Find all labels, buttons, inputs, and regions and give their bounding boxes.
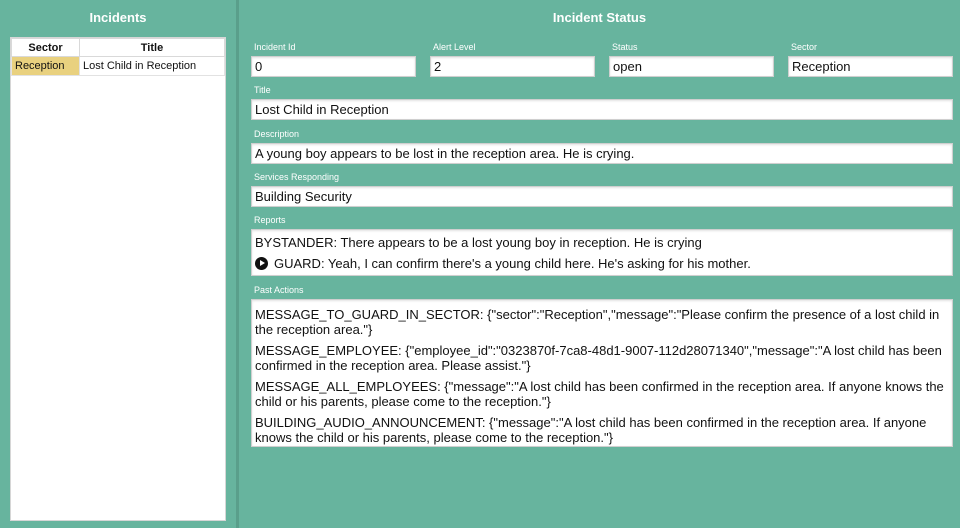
- past-actions-box[interactable]: [251, 299, 953, 447]
- past-action-item: MESSAGE_ALL_EMPLOYEES: {"message":"A lost child has been confirmed in the reception area. If anyone knows the child or his parents, please come to the reception."}: [255, 379, 944, 409]
- services-label: Services Responding: [254, 172, 340, 182]
- report-item: [255, 253, 949, 274]
- sector-label: Sector: [791, 42, 818, 52]
- report-text: BYSTANDER: There appears to be a lost young boy in reception. He is crying: [255, 235, 702, 250]
- play-icon[interactable]: [255, 257, 268, 270]
- incidents-list: [10, 37, 226, 521]
- status-label: Status: [612, 42, 638, 52]
- title-field[interactable]: Lost Child in Reception: [251, 99, 953, 120]
- incidents-panel: [0, 0, 236, 528]
- report-item: [255, 232, 949, 253]
- past-action-item: BUILDING_AUDIO_ANNOUNCEMENT: {"message":"A lost child has been confirmed in the reception area. If anyone knows the child or his parents, please come to the reception."}: [255, 415, 927, 445]
- alert-level-label: Alert Level: [433, 42, 476, 52]
- description-field[interactable]: A young boy appears to be lost in the reception area. He is crying.: [251, 143, 953, 164]
- past-action-item: MESSAGE_EMPLOYEE: {"employee_id":"0323870f-7ca8-48d1-9007-112d28071340","message":"A lost child has been confirmed in the reception area. Please assist."}: [255, 343, 942, 373]
- row-sector-cell[interactable]: Reception: [12, 57, 80, 76]
- incident-id-field[interactable]: 0: [251, 56, 416, 77]
- reports-label: Reports: [254, 215, 286, 225]
- reports-box[interactable]: [251, 229, 953, 276]
- sector-field[interactable]: Reception: [788, 56, 953, 77]
- column-header-title[interactable]: Title: [80, 39, 225, 57]
- status-field[interactable]: open: [609, 56, 774, 77]
- incidents-table: [11, 38, 225, 76]
- past-actions-label: Past Actions: [254, 285, 304, 295]
- incidents-title: Incidents: [89, 10, 147, 25]
- table-row[interactable]: [12, 57, 225, 76]
- description-label: Description: [254, 129, 300, 139]
- title-label: Title: [254, 85, 271, 95]
- row-title-cell[interactable]: Lost Child in Reception: [80, 57, 225, 76]
- incident-status-title: Incident Status: [552, 10, 647, 25]
- report-text: GUARD: Yeah, I can confirm there's a young child here. He's asking for his mother.: [274, 256, 751, 271]
- services-field[interactable]: Building Security: [251, 186, 953, 207]
- past-action-item: MESSAGE_TO_GUARD_IN_SECTOR: {"sector":"Reception","message":"Please confirm the presence of a lost child in the reception area."}: [255, 307, 940, 337]
- alert-level-field[interactable]: 2: [430, 56, 595, 77]
- incident-id-label: Incident Id: [254, 42, 296, 52]
- incident-status-panel: [239, 0, 960, 528]
- table-header-row: [12, 39, 225, 57]
- column-header-sector[interactable]: Sector: [12, 39, 80, 57]
